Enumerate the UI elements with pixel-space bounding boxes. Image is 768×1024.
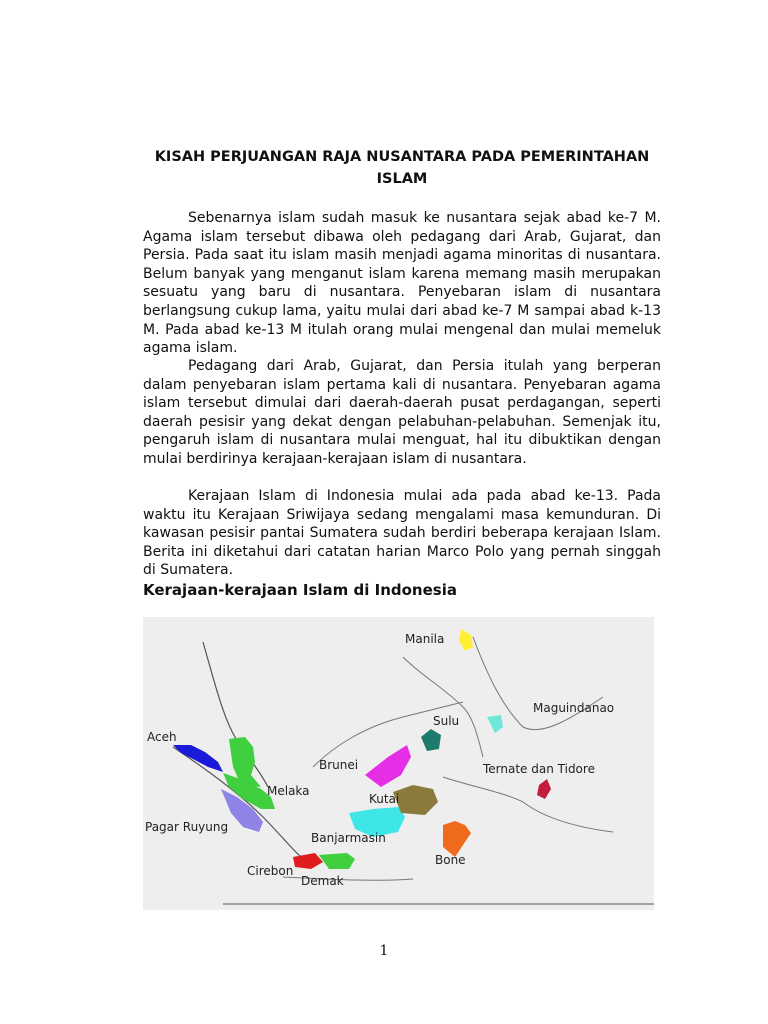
map-label-bone: Bone [435,853,466,867]
map-label-banjarmasin: Banjarmasin [311,831,386,845]
paragraph-3: Kerajaan Islam di Indonesia mulai ada pada abad ke-13. Pada waktu itu Kerajaan Sriwijaya sedang mengalami masa kemunduran. Di kawasan pesisir pantai Sumatera sudah berdiri beberapa kerajaan Islam. Berita ini diketahui dari catatan harian Marco Polo yang pernah singgah di Sumatera. [143,488,661,579]
map-label-aceh: Aceh [147,730,177,744]
map-label-brunei: Brunei [319,758,359,772]
map-label-ternate: Ternate dan Tidore [483,762,595,776]
page-number: 1 [379,943,389,959]
map-label-demak: Demak [301,874,344,888]
map-label-pagar-ruyung: Pagar Ruyung [145,820,229,834]
map-label-manila: Manila [405,632,445,646]
document-title [143,146,661,190]
map-label-cirebon: Cirebon [247,864,294,878]
map-label-kutai: Kutai [369,792,400,806]
paragraph-1: Sebenarnya islam sudah masuk ke nusantara sejak abad ke-7 M. Agama islam tersebut dibawa oleh pedagang dari Arab, Gujarat, dan Persia. Pada saat itu islam masih menjadi agama minoritas di nusantara. Belum banyak yang menganut islam karena memang masih merupakan sesuatu yang baru di nusantara. Penyebaran islam di nusantara berlangsung cukup lama, yaitu mulai dari abad ke-7 M sampai abad k-13 M. Pada abad ke-13 M itulah orang mulai mengenal dan mulai memeluk agama islam. [143,210,661,357]
paragraph-2: Pedagang dari Arab, Gujarat, dan Persia itulah yang berperan dalam penyebaran islam pertama kali di nusantara. Penyebaran agama islam tersebut dimulai dari daerah-daerah pusat perdagangan, seperti daerah pesisir yang dekat dengan pelabuhan-pelabuhan. Semenjak itu, pengaruh islam di nusantara mulai menguat, hal itu dibuktikan dengan mulai berdirinya kerajaan-kerajaan islam di nusantara. [143,358,661,467]
map-label-maguindanao: Maguindanao [533,701,615,715]
islamic-kingdoms-map [143,617,654,910]
title-line-2: ISLAM [376,171,428,187]
map-label-sulu: Sulu [433,714,460,728]
map-label-melaka: Melaka [267,784,310,798]
section-heading: Kerajaan-kerajaan Islam di Indonesia [143,581,457,599]
title-line-1: KISAH PERJUANGAN RAJA NUSANTARA PADA PEMERINTAHAN [154,149,650,165]
